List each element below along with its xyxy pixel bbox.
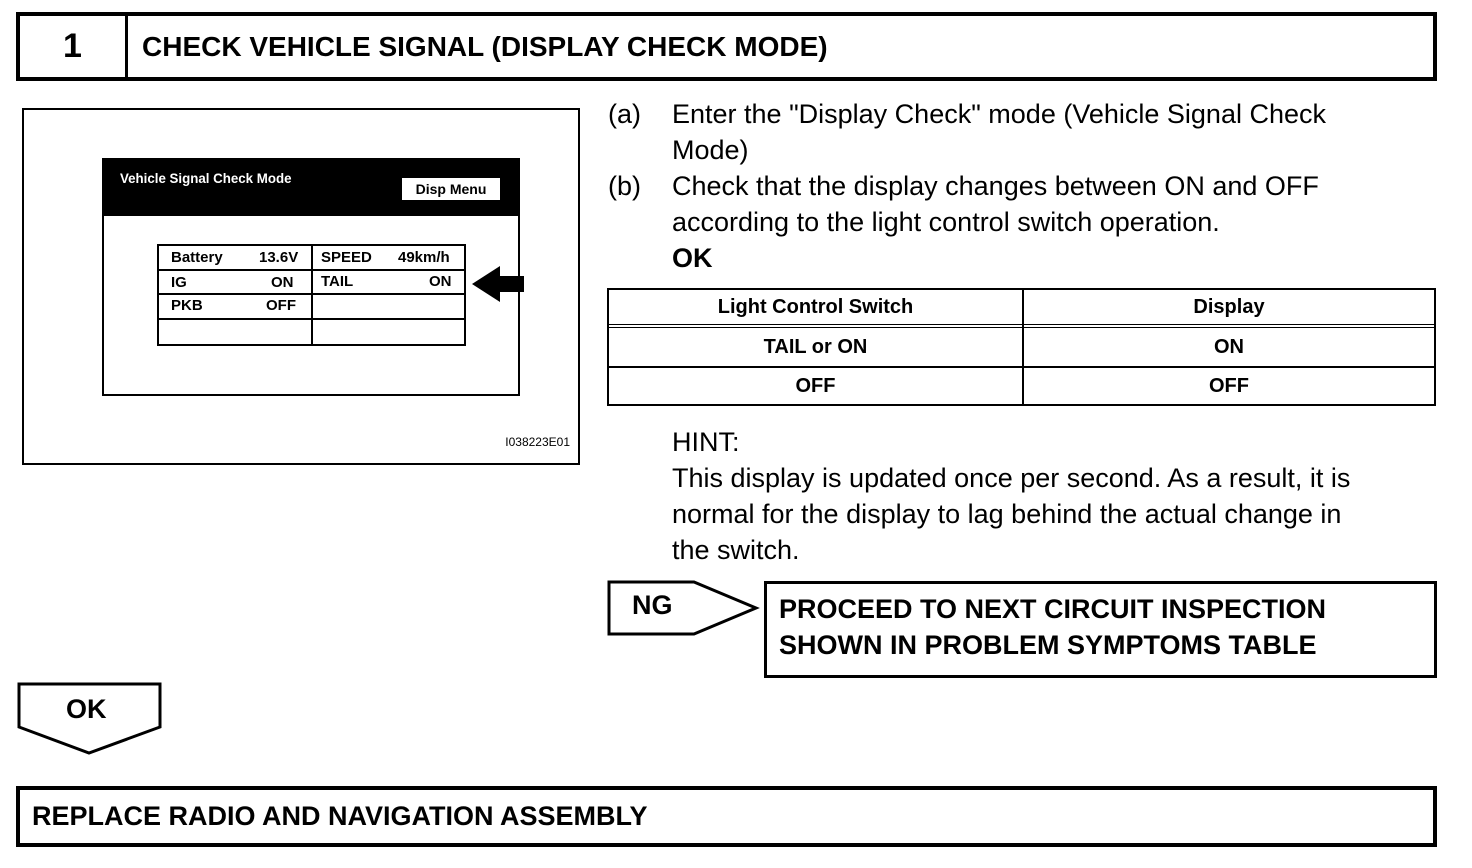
step-b-line1: Check that the display changes between ON and OFF — [672, 171, 1319, 201]
battery-label: Battery — [171, 249, 223, 266]
illustration-frame — [22, 108, 580, 465]
figure-code: I038223E01 — [505, 435, 570, 449]
step-a-marker: (a) — [608, 99, 641, 129]
ok-label: OK — [672, 243, 713, 273]
grid-divider — [311, 246, 313, 344]
signal-table — [607, 288, 1436, 406]
table-cell: OFF — [1209, 374, 1249, 397]
step-number: 1 — [20, 16, 128, 77]
screen-title: Vehicle Signal Check Mode — [120, 170, 292, 186]
table-cell: TAIL or ON — [763, 336, 868, 358]
pkb-value: OFF — [266, 297, 296, 314]
ng-result-box — [764, 581, 1437, 678]
table-cell: OFF — [795, 374, 836, 397]
tail-label: TAIL — [321, 273, 354, 290]
step-b-marker: (b) — [608, 171, 641, 201]
ng-result-line1: PROCEED TO NEXT CIRCUIT INSPECTION — [779, 594, 1327, 624]
speed-label: SPEED — [321, 249, 372, 266]
hint-label: HINT: — [672, 427, 740, 457]
table-header-switch: Light Control Switch — [717, 296, 914, 318]
step-header — [16, 12, 1437, 81]
ig-value: ON — [271, 274, 294, 291]
step-title: CHECK VEHICLE SIGNAL (DISPLAY CHECK MODE) — [142, 30, 828, 62]
ng-label: NG — [632, 590, 673, 620]
step-a-line2: Mode) — [672, 135, 749, 165]
step-a-line1: Enter the "Display Check" mode (Vehicle Signal Check — [672, 99, 1326, 129]
table-cell: ON — [1214, 336, 1244, 358]
pkb-label: PKB — [171, 297, 203, 314]
ng-result-line2: SHOWN IN PROBLEM SYMPTOMS TABLE — [779, 630, 1317, 660]
battery-value: 13.6V — [259, 249, 299, 266]
tail-value: ON — [429, 273, 452, 290]
display-screen — [102, 158, 520, 396]
hint-line2: normal for the display to lag behind the actual change in — [672, 499, 1342, 529]
grid-divider — [159, 318, 464, 320]
speed-value: 49km/h — [398, 249, 450, 266]
hint-line3: the switch. — [672, 535, 800, 565]
grid-divider — [159, 293, 464, 295]
ok-flow-label: OK — [66, 694, 107, 724]
screen-title-bar — [104, 160, 518, 216]
arrow-left-icon — [468, 264, 528, 304]
ng-arrow-icon — [606, 579, 762, 639]
ig-label: IG — [171, 274, 187, 291]
table-header-display: Display — [1193, 296, 1265, 318]
hint-line1: This display is updated once per second. As a result, it is — [672, 463, 1351, 493]
signal-grid — [157, 244, 466, 346]
disp-menu-button: Disp Menu — [402, 178, 500, 200]
step-b-line2: according to the light control switch operation. — [672, 207, 1220, 237]
final-action-box: REPLACE RADIO AND NAVIGATION ASSEMBLY — [16, 786, 1437, 847]
